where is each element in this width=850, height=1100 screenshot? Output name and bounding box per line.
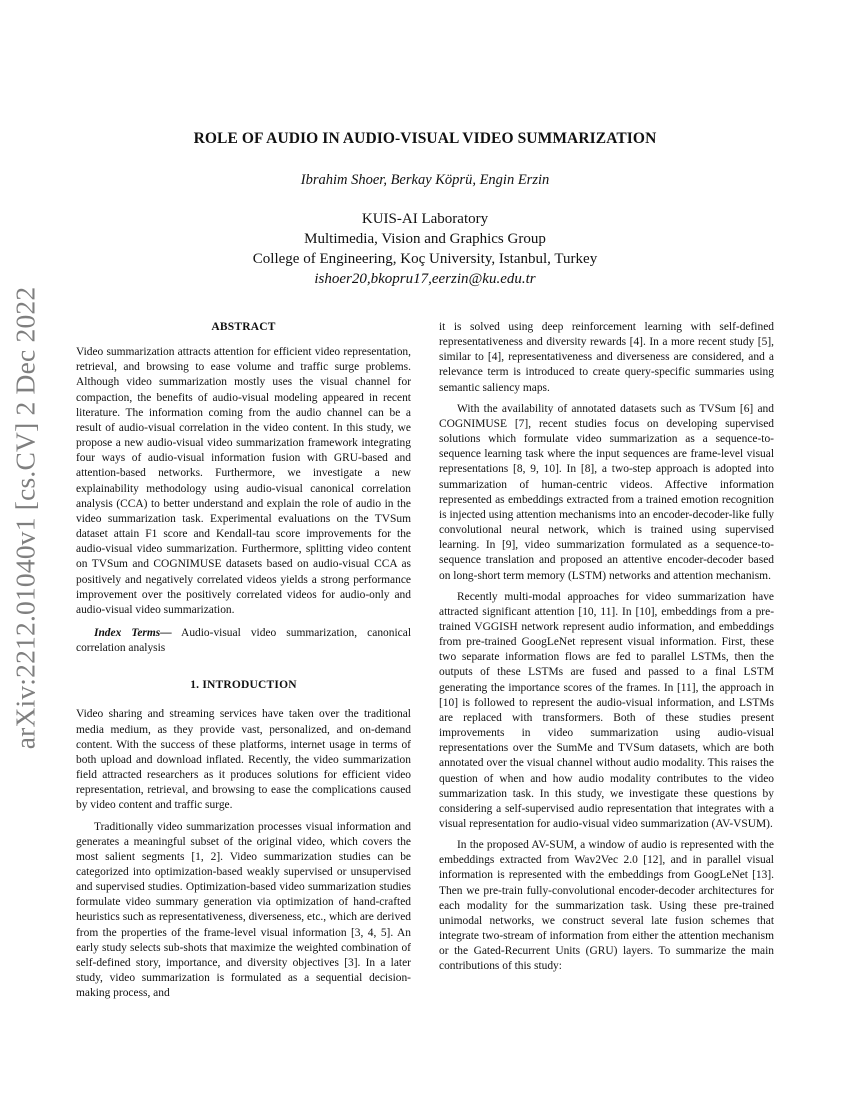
- introduction-heading: 1. INTRODUCTION: [190, 679, 297, 692]
- right-column: [439, 320, 774, 975]
- author-list: Ibrahim Shoer, Berkay Köprü, Engin Erzin: [300, 172, 550, 188]
- paper-header: [60, 130, 790, 289]
- paper-title: ROLE OF AUDIO IN AUDIO-VISUAL VIDEO SUMMARIZATION: [193, 130, 657, 147]
- intro-paragraph-5: In the proposed AV-SUM, a window of audio is represented with the embeddings extracted from Wav2Vec 2.0 [12], and in parallel visual information is represented with the embeddings from GoogLeNet [13]. Then we pre-train fully-convolutional encoder-decoder architectures for each modality for the summarization task. Using these pre-trained unimodal networks, we construct several late fusion schemes that integrate two-stream of information from either the attention mechanism or the Gated-Recurrent Units (GRU) layers. To summarize the main contributions of this study:: [439, 839, 774, 973]
- abstract-text: Video summarization attracts attention for efficient video representation, retrieval, and browsing to ease volume and traffic surge problems. Although video summarization mostly uses the visual channel for compaction, the benefits of audio-visual modeling appeared in recent literature. The information coming from the audio channel can be a result of audio-visual correlation in the video content. In this study, we propose a new audio-visual video summarization framework integrating four ways of audio-visual information fusion with GRU-based and attention-based networks. Furthermore, we investigate a new explainability methodology using audio-visual canonical correlation analysis (CCA) to better understand and explain the role of audio in the video summarization task. Experimental evaluations on the TVSum dataset attain F1 score and Kendall-tau score improvements for the audio-visual video summarization. Furthermore, splitting video content on TVSum and COGNIMUSE datasets based on audio-visual CCA as positively and negatively correlated videos yields a strong performance improvement over the positively correlated videos for audio-only and audio-visual video summarization.: [76, 346, 411, 616]
- index-terms: [76, 626, 411, 656]
- index-terms-text: Audio-visual video summarization, canonical correlation analysis: [76, 626, 412, 655]
- intro-paragraph-4: Recently multi-modal approaches for video summarization have attracted significant attention [10, 11]. In [10], embeddings from a pre-trained VGGISH network represent audio information, and embeddings from pre-trained GoogLeNet represent visual information. First, these two separate information flows are fed to parallel LSTMs, then the outputs of these LSTMs are fused and passed to a final LSTM generating the importance scores of the frames. In [11], the approach in [10] is followed to represent the audio-visual information, and LSTMs are replaced with transformers. Both of these studies present improvements in video summarization using audio-visual representations over the SumMe and TVSum datasets, which are both annotated over the visual channel without audio modality. This raises the question of when and how audio modality contributes to the video summarization task. In this study, we investigate these questions by considering a self-supervised audio representation that integrates with a visual representation for audio-visual video summarization (AV-VSUM).: [439, 590, 774, 830]
- left-column: [76, 320, 411, 1001]
- intro-paragraph-2-continued: it is solved using deep reinforcement learning with self-defined representativeness and diversity rewards [4]. In a more recent study [5], similar to [4], representativeness and diverseness are considered, and a relevance term is introduced to create query-specific summaries using semantic saliency maps.: [439, 321, 774, 394]
- affiliation-lab: KUIS-AI Laboratory: [361, 211, 489, 227]
- abstract-heading: ABSTRACT: [211, 321, 276, 333]
- intro-paragraph-2: Traditionally video summarization processes visual information and generates a meaningful subset of the original video, which covers the most salient segments [1, 2]. Video summarization studies can be categorized into optimization-based weakly supervised or unsupervised and supervised studies. Optimization-based video summarization studies formulate video summary generation via optimization of hand-crafted heuristics such as representativeness, diverseness, etc., which are derived from the properties of the frame-level visual information [3, 4, 5]. An early study selects sub-shots that maximize the weighted combination of self-defined story, importance, and diversity objectives [3]. In a later study, video summarization is formulated as a sequential decision-making process, and: [76, 820, 411, 1000]
- intro-paragraph-3: With the availability of annotated datasets such as TVSum [6] and COGNIMUSE [7], recent studies focus on developing supervised solutions which formulate video summarization as a sequence-to-sequence learning task where the input sequences are frame-level visual representations [8, 9, 10]. In [8], a two-step approach is adopted into summarization of human-centric videos. Affective information represented as embeddings extracted from a trained emotion recognition is injected using attention mechanisms into an encoder-decoder-like fully convolutional neural network, which is trained using supervised learning. In [9], video summarization formulated as a sequence-to-sequence translation and proposed an attentive encoder-decoder based on long-short term memory (LSTM) networks and attention mechanism.: [439, 402, 774, 582]
- affiliation-college: College of Engineering, Koç University, Istanbul, Turkey: [252, 251, 598, 267]
- affiliation-group: Multimedia, Vision and Graphics Group: [304, 231, 546, 247]
- index-terms-label: Index Terms—: [94, 626, 172, 639]
- author-emails: ishoer20,bkopru17,eerzin@ku.edu.tr: [314, 271, 536, 287]
- intro-paragraph-1: Video sharing and streaming services have taken over the traditional media medium, as they provide vast, personalized, and on-demand content. With the success of these platforms, internet usage in terms of both upload and download inflated. Recently, the video summarization field attracted researchers as it produces solutions for efficient video representation, retrieval, and browsing to ease the complications caused by video content and traffic surge.: [76, 708, 411, 812]
- affiliation-block: [60, 209, 790, 289]
- arxiv-identifier-stamp: [3, 286, 47, 749]
- arxiv-id-text: arXiv:2212.01040v1 [cs.CV] 2 Dec 2022: [9, 286, 41, 749]
